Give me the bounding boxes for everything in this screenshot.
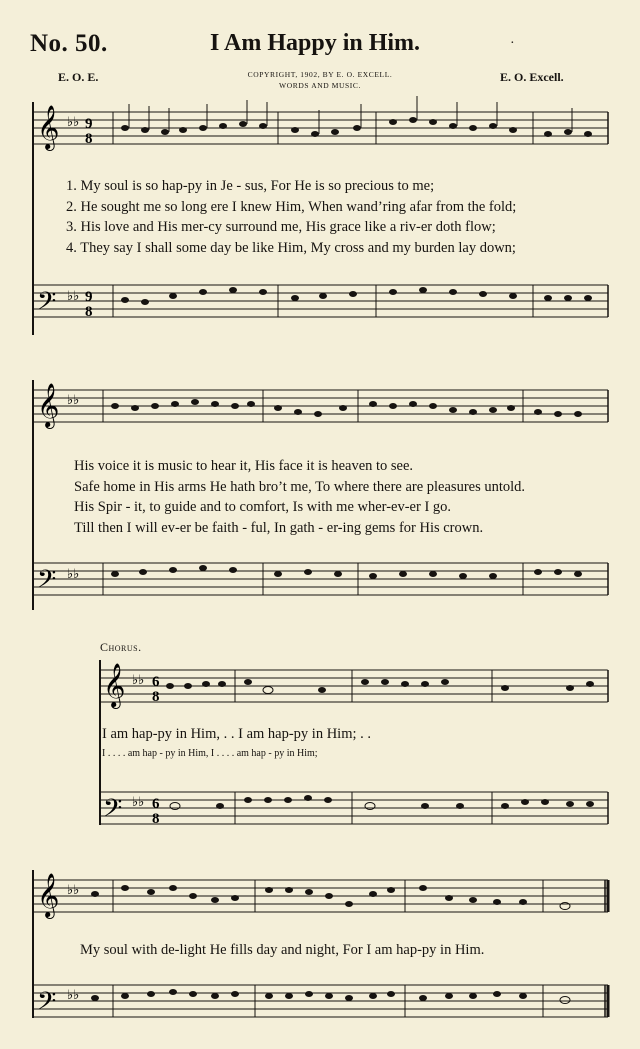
- verse-lyrics: [66, 176, 516, 258]
- refrain-line-1: His voice it is music to hear it, His face it is heaven to see.: [74, 458, 414, 474]
- svg-text:♭♭: ♭♭: [67, 988, 80, 1003]
- svg-text:♭♭: ♭♭: [67, 393, 80, 408]
- svg-text:8: 8: [85, 304, 93, 320]
- svg-text:8: 8: [152, 689, 160, 705]
- chorus-line-2: I . . . . am hap - py in Him, I . . . . am hap - py in Him;: [102, 748, 318, 759]
- copyright-subline: WORDS AND MUSIC.: [279, 81, 361, 90]
- copyright-line: COPYRIGHT, 1902, BY E. O. EXCELL.: [247, 70, 393, 79]
- svg-text:♭♭: ♭♭: [132, 795, 145, 810]
- svg-text:8: 8: [85, 131, 93, 147]
- chorus-line-3: My soul with de-light He fills day and night, For I am hap-py in Him.: [80, 942, 485, 958]
- refrain-line-2: Safe home in His arms He hath bro’t me, To where there are pleasures untold.: [74, 478, 526, 495]
- svg-text:𝄢: 𝄢: [37, 987, 57, 1022]
- chorus-line-1: I am hap-py in Him, . . I am hap-py in Him; . .: [102, 726, 372, 742]
- verse-line-3: 3. His love and His mer-cy surround me, His grace like a riv-er doth flow;: [66, 219, 496, 235]
- svg-text:𝄢: 𝄢: [37, 565, 57, 600]
- svg-text:𝄞: 𝄞: [103, 663, 126, 707]
- svg-text:6: 6: [152, 796, 160, 812]
- svg-text:♭♭: ♭♭: [67, 567, 80, 582]
- system-3: [100, 660, 608, 829]
- verse-line-1: 1. My soul is so hap-py in Je - sus, For He is so precious to me;: [66, 178, 435, 194]
- svg-text:9: 9: [85, 289, 93, 305]
- svg-text:𝄞: 𝄞: [37, 383, 60, 427]
- refrain-line-4: Till then I will ev-er be faith - ful, In gath - er-ing gems for His crown.: [74, 519, 484, 536]
- svg-text:𝄢: 𝄢: [103, 794, 123, 829]
- words-credit: E. O. E.: [58, 70, 99, 84]
- verse-line-4: 4. They say I shall some day be like Him, My cross and my burden lay down;: [66, 239, 516, 256]
- refrain-lyrics: [74, 456, 525, 538]
- hymn-number: No. 50.: [30, 30, 108, 57]
- svg-text:♭♭: ♭♭: [67, 115, 80, 130]
- svg-text:6: 6: [152, 674, 160, 690]
- svg-text:♭♭: ♭♭: [67, 883, 80, 898]
- refrain-line-3: His Spir - it, to guide and to comfort, Is with me wher-ev-er I go.: [74, 499, 452, 515]
- bass-clef: 𝄢: [37, 287, 57, 322]
- page-mark: ·: [510, 36, 515, 51]
- svg-text:♭♭: ♭♭: [67, 289, 80, 304]
- music-credit: E. O. Excell.: [500, 70, 564, 84]
- svg-text:♭♭: ♭♭: [132, 673, 145, 688]
- svg-text:𝄞: 𝄞: [37, 873, 60, 917]
- chorus-label: Chorus.: [100, 640, 142, 654]
- verse-line-2: 2. He sought me so long ere I knew Him, When wand’ring afar from the fold;: [66, 198, 517, 215]
- svg-text:9: 9: [85, 116, 93, 132]
- hymn-title: I Am Happy in Him.: [210, 30, 421, 56]
- svg-text:8: 8: [152, 811, 160, 827]
- treble-clef: 𝄞: [37, 105, 60, 149]
